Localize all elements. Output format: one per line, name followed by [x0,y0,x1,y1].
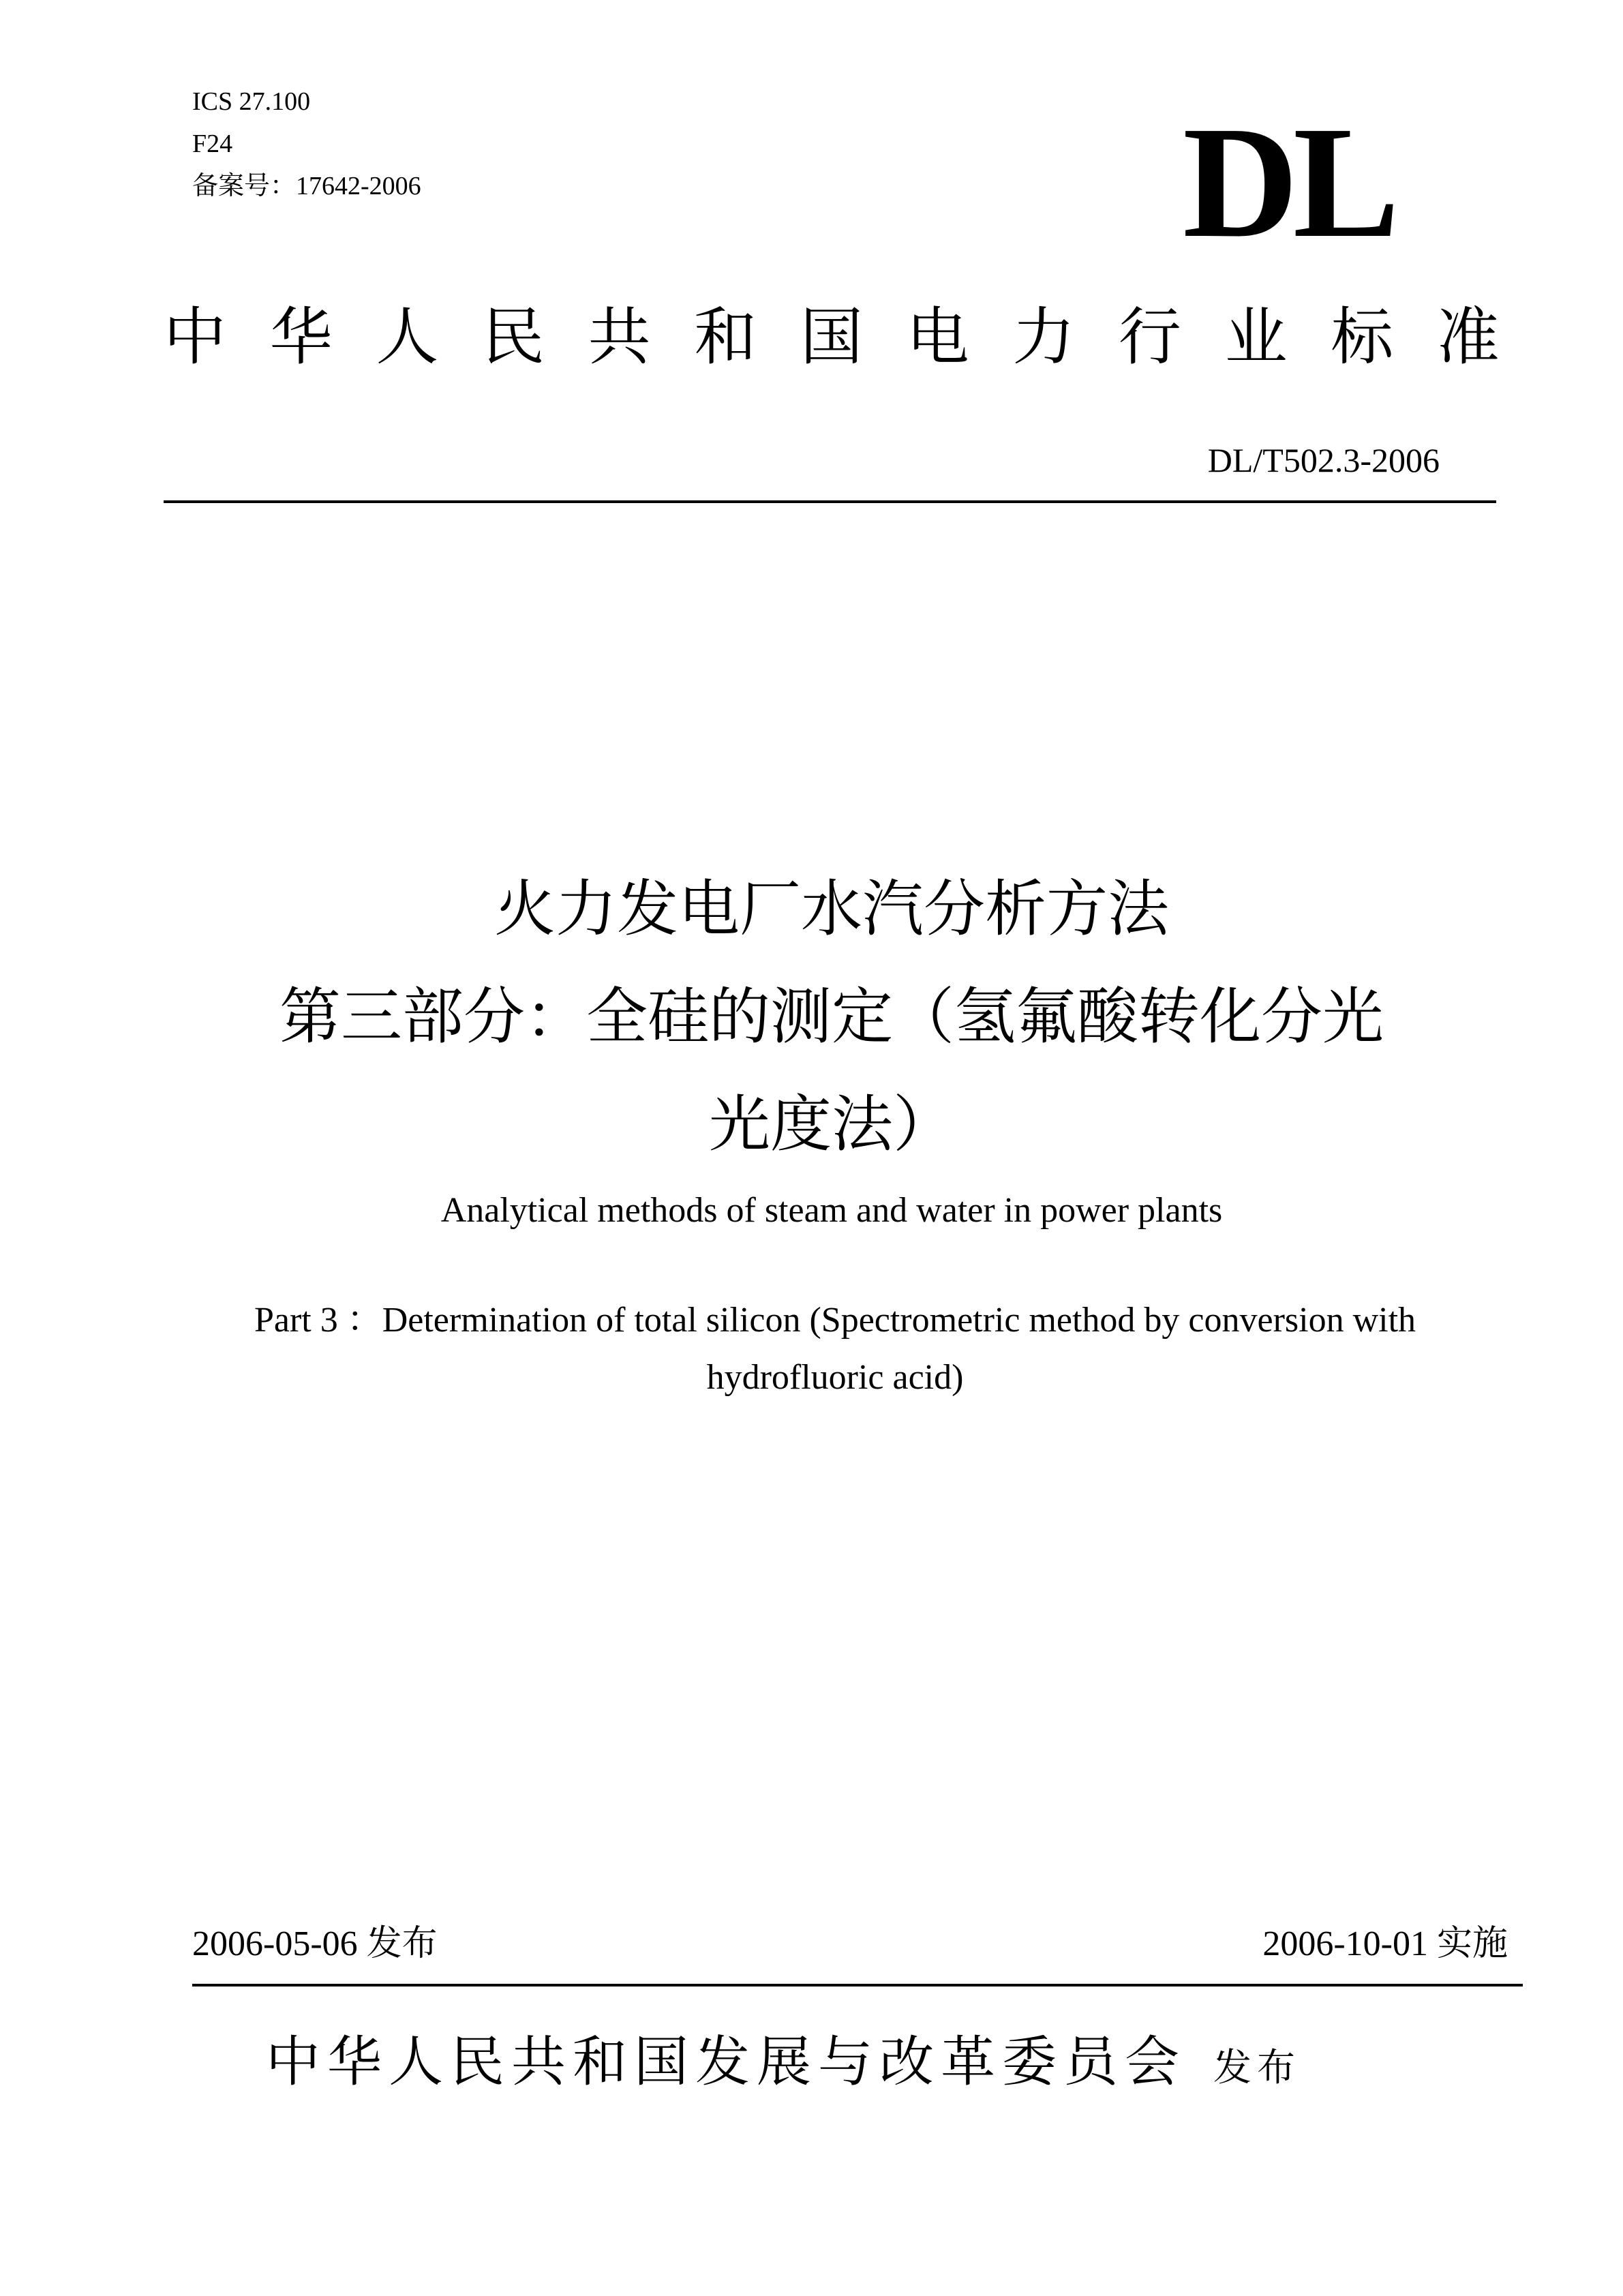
top-divider [164,500,1496,503]
implement-date-value: 2006-10-01 [1262,1924,1428,1963]
english-subtitle [177,1292,1493,1406]
english-subtitle-line: Part 3 ：Determination of total silicon (Spectrometric method by conversion with [254,1301,1416,1340]
publisher-label: 发布 [1213,2046,1301,2090]
issue-date [192,1921,438,1967]
category-code: F24 [192,130,233,158]
dl-logo: DL [1183,93,1395,271]
standard-title-char: 行 [1118,301,1181,374]
filing-number: 备案号：17642-2006 [192,172,421,200]
implement-date [1091,1921,1508,1967]
bottom-divider [192,1984,1523,1987]
standard-number: DL/T502.3-2006 [1207,441,1440,479]
issue-date-label: 发布 [366,1923,438,1964]
standard-title-char: 中 [164,301,227,374]
publisher-line [266,2025,1301,2106]
standard-title [164,300,1500,375]
standard-title-char: 准 [1436,301,1500,374]
standard-title-char: 华 [269,301,333,374]
standard-title-char: 业 [1224,301,1288,374]
standard-title-char: 人 [376,301,439,374]
standard-title-char: 标 [1331,301,1394,374]
issue-date-value: 2006-05-06 [192,1924,358,1963]
english-subtitle-line: hydrofluoric acid) [706,1358,964,1397]
implement-date-label: 实施 [1436,1923,1508,1964]
ics-code: ICS 27.100 [192,87,311,116]
standard-title-char: 电 [906,301,969,374]
chinese-title-line: 火力发电厂水汽分析方法 [494,873,1169,945]
standard-title-char: 和 [694,301,757,374]
standard-title-char: 国 [800,301,863,374]
standard-title-char: 力 [1012,301,1076,374]
standard-title-char: 民 [481,301,545,374]
chinese-title-line: 光度法） [709,1089,954,1160]
english-title: Analytical methods of steam and water in power plants [440,1191,1223,1230]
chinese-title [136,856,1527,1179]
publisher-org: 中华人民共和国发展与改革委员会 [266,2030,1186,2094]
standard-title-char: 共 [588,301,651,374]
classification-block [192,80,421,207]
chinese-title-line: 第三部分：全硅的测定（氢氟酸转化分光 [279,981,1384,1053]
